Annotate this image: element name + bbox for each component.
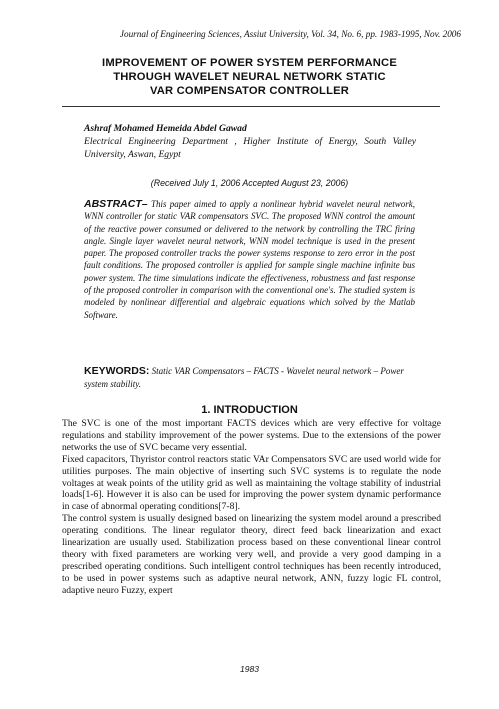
author-name: Ashraf Mohamed Hemeida Abdel Gawad <box>84 123 247 134</box>
body-paragraph: The SVC is one of the most important FACTS devices which are very effective for voltage regulations and stability improvement of the power systems. Due to the extensions of the power networks the use of SVC became very essential. <box>62 418 441 453</box>
title-line: THROUGH WAVELET NEURAL NETWORK STATIC <box>113 71 386 83</box>
abstract-label: ABSTRACT– <box>84 198 148 210</box>
title-divider <box>62 106 440 107</box>
body-paragraph: The control system is usually designed based on linearizing the system model around a prescribed operating conditions. The linear regulator theory, direct feed back linearization and exact linearization are usually used. Stabilization process based on these conventional linear control theory with fixed parameters are working very well, and provide a very good damping in a prescribed operating conditions. Such intelligent control techniques has been recently introduced, to be used in power systems such as adaptive neural network, ANN, fuzzy logic FL control, adaptive neuro Fuzzy, expert <box>62 513 441 596</box>
body-paragraph: Fixed capacitors, Thyristor control reactors static VAr Compensators SVC are used world wide for utilities purposes. The main objective of inserting such SVC systems is to regulate the node voltages at weak points of the utility grid as well as maintaining the voltage stability of industrial loads[1-6]. However it is also can be used for improving the power system dynamic performance in case of abnormal operating conditions[7-8]. <box>62 453 441 513</box>
keywords-text: Static VAR Compensators – FACTS - Wavelet neural network – Power system stability. <box>84 366 404 389</box>
section-heading: 1. INTRODUCTION <box>201 404 298 416</box>
title-line: VAR COMPENSATOR CONTROLLER <box>149 85 350 97</box>
author-affiliation: Electrical Engineering Department , Higher Institute of Energy, South Valley University, Aswan, Egypt <box>84 136 416 160</box>
introduction-body <box>62 418 441 597</box>
keywords-block <box>84 365 415 391</box>
title-line: IMPROVEMENT OF POWER SYSTEM PERFORMANCE <box>102 57 397 69</box>
abstract-block <box>84 198 415 321</box>
abstract-text: This paper aimed to apply a nonlinear hybrid wavelet neural network, WNN controller for static VAR compensators SVC. The proposed WNN control the amount of the reactive power consumed or delivered to the network by controlling the TRC firing angle. Single layer wavelet neural network, WNN model technique is used in the present paper. The proposed controller tracks the power systems response to zero error in the post fault conditions. The proposed controller is applied for sample single machine infinite bus power system. The time simulations indicate the effectiveness, robustness and fast response of the proposed controller in comparison with the conventional one's. The studied system is modeled by nonlinear differential and algebraic equations which solved by the Matlab Software. <box>84 199 415 320</box>
page-number: 1983 <box>240 664 259 674</box>
author-block <box>84 122 416 161</box>
paper-title <box>0 56 499 98</box>
journal-citation: Journal of Engineering Sciences, Assiut University, Vol. 34, No. 6, pp. 1983-1995, Nov. 2006 <box>119 29 461 39</box>
keywords-label: KEYWORDS: <box>84 365 150 377</box>
received-dates: (Received July 1, 2006 Accepted August 23, 2006) <box>150 178 349 188</box>
